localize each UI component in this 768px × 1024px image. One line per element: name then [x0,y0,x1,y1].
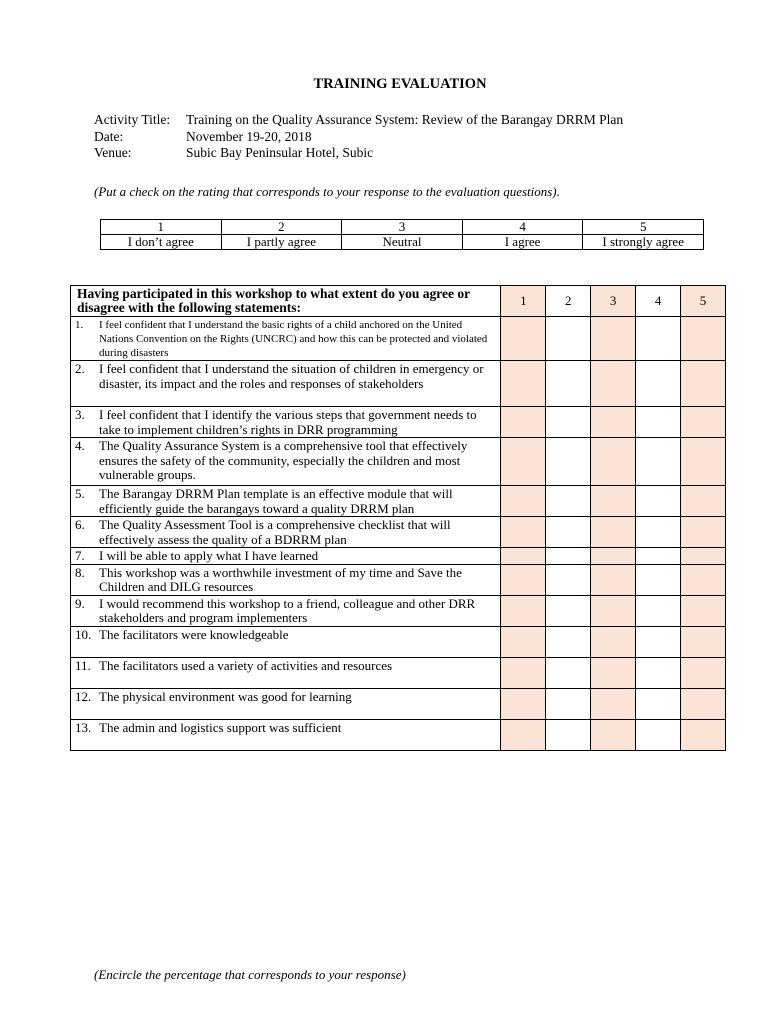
statement-cell [71,626,501,657]
rating-cell[interactable] [546,438,591,486]
rating-cell[interactable] [546,688,591,719]
scale-number: 1 [101,220,222,235]
rating-cell[interactable] [546,564,591,595]
scale-label: I agree [462,235,583,250]
rating-cell[interactable] [636,407,681,438]
rating-cell[interactable] [501,438,546,486]
statement-cell [71,407,501,438]
rating-cell[interactable] [546,407,591,438]
statement-number: 8. [75,564,85,580]
date-label: Date: [94,128,124,144]
rating-cell[interactable] [501,626,546,657]
statement-cell [71,548,501,565]
date-value: November 19-20, 2018 [186,128,312,144]
table-row [71,517,726,548]
statement-text: I would recommend this workshop to a friend, colleague and other DRR stakeholders and program implementers [99,595,476,625]
table-row [71,719,726,750]
rating-cell[interactable] [636,438,681,486]
statement-number: 1. [75,319,84,331]
rating-cell[interactable] [681,438,726,486]
evaluation-rows [71,317,726,751]
scale-number: 5 [583,220,704,235]
rating-cell[interactable] [501,719,546,750]
statement-cell [71,657,501,688]
table-row [71,657,726,688]
rating-cell[interactable] [591,517,636,548]
rating-cell[interactable] [546,361,591,407]
rating-cell[interactable] [681,548,726,565]
statement-text: The facilitators were knowledgeable [99,626,289,642]
rating-cell[interactable] [681,486,726,517]
rating-cell[interactable] [636,688,681,719]
statement-text: I feel confident that I understand the situation of children in emergency or disaster, its impact and the roles and responses of stakeholders [99,361,484,391]
statement-text: This workshop was a worthwhile investment of my time and Save the Children and DILG resources [99,564,462,594]
percentage-instruction: (Encircle the percentage that corresponds to your response) [94,967,406,982]
statement-number: 12. [75,688,92,704]
rating-cell[interactable] [591,361,636,407]
activity-title-row [94,112,623,129]
rating-cell[interactable] [636,719,681,750]
rating-cell[interactable] [546,657,591,688]
statement-cell [71,595,501,626]
statement-number: 10. [75,626,92,642]
statement-text: The Barangay DRRM Plan template is an effective module that will efficiently guide the barangays toward a quality DRRM plan [99,486,453,516]
statement-number: 9. [75,595,85,611]
scale-label: I strongly agree [583,235,704,250]
rating-cell[interactable] [591,438,636,486]
table-row [71,407,726,438]
statement-text: I feel confident that I identify the various steps that government needs to take to implement children’s rights in DRR programming [99,407,477,437]
rating-cell[interactable] [501,595,546,626]
statement-cell [71,688,501,719]
rating-cell[interactable] [501,407,546,438]
rating-cell[interactable] [591,626,636,657]
rating-cell[interactable] [546,595,591,626]
rating-cell[interactable] [681,595,726,626]
statement-text: The admin and logistics support was sufficient [99,719,342,735]
table-row [71,486,726,517]
rating-cell[interactable] [681,317,726,361]
venue-row [94,145,623,162]
statement-cell [71,719,501,750]
rating-cell[interactable] [501,361,546,407]
rating-cell[interactable] [636,486,681,517]
rating-cell[interactable] [546,517,591,548]
statement-number: 13. [75,719,92,735]
rating-cell[interactable] [636,564,681,595]
rating-cell[interactable] [591,317,636,361]
table-row [71,548,726,565]
table-row [71,361,726,407]
statement-cell [71,517,501,548]
table-row [71,688,726,719]
scale-number: 4 [462,220,583,235]
rating-cell[interactable] [591,548,636,565]
rating-cell[interactable] [591,564,636,595]
rating-cell[interactable] [546,486,591,517]
statement-cell [71,486,501,517]
rating-cell[interactable] [681,564,726,595]
scale-label: I don’t agree [101,235,222,250]
rating-cell[interactable] [681,407,726,438]
scale-label: Neutral [342,235,463,250]
rating-cell[interactable] [636,317,681,361]
statement-cell [71,361,501,407]
statement-cell [71,438,501,486]
statement-text: The Quality Assessment Tool is a comprehensive checklist that will effectively assess the quality of a BDRRM plan [99,517,451,547]
rating-column-header: 5 [681,286,726,317]
rating-cell[interactable] [591,719,636,750]
venue-value: Subic Bay Peninsular Hotel, Subic [186,145,374,160]
rating-cell[interactable] [501,657,546,688]
table-row [71,595,726,626]
evaluation-header: Having participated in this workshop to what extent do you agree or disagree with the following statements: [71,286,501,317]
statement-number: 5. [75,486,85,501]
rating-cell[interactable] [591,595,636,626]
rating-cell[interactable] [501,688,546,719]
rating-cell[interactable] [546,317,591,361]
rating-column-header: 4 [636,286,681,317]
rating-cell[interactable] [501,564,546,595]
scale-number: 2 [221,220,342,235]
statement-cell [71,564,501,595]
statement-number: 4. [75,438,85,453]
rating-cell[interactable] [681,517,726,548]
rating-cell[interactable] [636,361,681,407]
evaluation-table [70,285,726,751]
rating-cell[interactable] [501,486,546,517]
statement-number: 6. [75,517,85,532]
rating-cell[interactable] [681,361,726,407]
rating-cell[interactable] [501,548,546,565]
rating-cell[interactable] [636,595,681,626]
table-row [71,438,726,486]
rating-cell[interactable] [681,626,726,657]
statement-text: The physical environment was good for learning [99,688,352,704]
rating-cell[interactable] [591,688,636,719]
rating-column-header: 3 [591,286,636,317]
statement-text: The Quality Assurance System is a comprehensive tool that effectively ensures the safety of the community, especially the children and most vulnerable groups. [99,438,468,482]
activity-title-value: Training on the Quality Assurance System: Review of the Barangay DRRM Plan [186,112,624,127]
activity-title-label: Activity Title: [94,112,171,127]
rating-cell[interactable] [681,719,726,750]
rating-cell[interactable] [501,317,546,361]
rating-cell[interactable] [591,486,636,517]
statement-text: The facilitators used a variety of activities and resources [99,657,393,673]
date-row [94,129,623,146]
document-title: TRAINING EVALUATION [313,76,487,92]
statement-cell [71,317,501,361]
rating-cell[interactable] [546,548,591,565]
statement-number: 11. [75,657,91,673]
rating-scale-legend [100,219,704,250]
statement-number: 2. [75,361,85,376]
statement-text: I will be able to apply what I have learned [99,548,319,563]
rating-cell[interactable] [546,719,591,750]
rating-cell[interactable] [636,548,681,565]
table-row [71,626,726,657]
rating-cell[interactable] [591,657,636,688]
rating-cell[interactable] [636,517,681,548]
rating-cell[interactable] [681,688,726,719]
rating-cell[interactable] [636,626,681,657]
activity-details [94,112,623,162]
table-row [71,564,726,595]
rating-column-header: 1 [501,286,546,317]
rating-cell[interactable] [501,517,546,548]
scale-number: 3 [342,220,463,235]
rating-cell[interactable] [591,407,636,438]
table-row [71,317,726,361]
rating-cell[interactable] [681,657,726,688]
rating-cell[interactable] [546,626,591,657]
rating-instruction: (Put a check on the rating that corresponds to your response to the evaluation questions). [94,184,560,199]
statement-text: I feel confident that I understand the basic rights of a child anchored on the United Nations Convention on the Rights (UNCRC) and how this can be protected and violated during disasters [99,319,488,359]
rating-column-header: 2 [546,286,591,317]
rating-cell[interactable] [636,657,681,688]
statement-number: 7. [75,548,85,563]
venue-label: Venue: [94,145,132,160]
statement-number: 3. [75,407,85,422]
scale-label: I partly agree [221,235,342,250]
